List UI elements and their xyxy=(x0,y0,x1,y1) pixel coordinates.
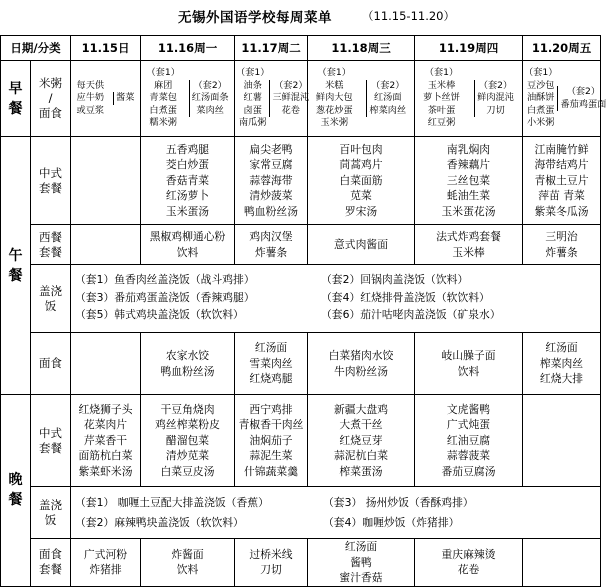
dish-cell xyxy=(523,333,601,395)
dish-item: 豆沙包 xyxy=(526,79,555,91)
dish-item: 青菜包 xyxy=(149,92,177,104)
dish-item: 江南腌竹鲜 xyxy=(534,142,589,156)
dish-item: 红汤面 xyxy=(545,341,578,355)
dish-item: 香辣藕片 xyxy=(446,158,491,172)
breakfast-set xyxy=(474,80,514,118)
rice-combo-row xyxy=(75,289,596,307)
dish-item: 清炒苋菜 xyxy=(165,449,210,463)
rice-combo-row xyxy=(75,306,596,324)
dish-item: 饮料 xyxy=(176,563,199,577)
dish-cell xyxy=(235,225,308,265)
category-label-line: 面食 xyxy=(39,356,62,370)
dish-item: （套2） xyxy=(274,79,308,91)
lunch-rice-row xyxy=(1,265,601,333)
dish-item: 炸酱面 xyxy=(171,547,204,561)
dish-cell xyxy=(523,137,601,225)
dish-item: 茼蒿鸡片 xyxy=(339,158,383,172)
dish-item: 什锦蔬菜羹 xyxy=(244,464,298,478)
rice-combo-list xyxy=(71,265,601,333)
dish-item: 菜肉丝 xyxy=(196,104,224,116)
breakfast-set-group xyxy=(524,67,606,130)
dish-item: 榨菜蛋汤 xyxy=(339,464,383,478)
menu-table xyxy=(0,35,606,587)
dish-item: 重庆麻辣烫 xyxy=(441,547,496,561)
dinner-rice-row xyxy=(1,487,601,539)
dish-cell xyxy=(141,225,235,265)
dish-item: 蒜蓉海带 xyxy=(249,173,293,187)
dish-item: 小米粥 xyxy=(526,117,555,129)
dish-item: 麻团 xyxy=(153,79,173,91)
header-day-1: 11.15日 xyxy=(71,36,141,61)
dish-item: 炸薯条 xyxy=(254,245,288,259)
category-label-line: 面食 xyxy=(39,547,62,562)
meal-label-dinner xyxy=(1,395,31,587)
rice-combo: （套3）番茄鸡蛋盖浇饭（香辣鸡腿） xyxy=(75,290,255,304)
dish-item: 红汤面 xyxy=(373,92,402,104)
dish-item: 蚝油生菜 xyxy=(446,189,491,203)
dish-item: 玉米蛋汤 xyxy=(165,204,210,218)
lunch-western-row xyxy=(1,225,601,265)
category-label-line: 中式 xyxy=(39,165,62,180)
dish-item: 番茄豆腐汤 xyxy=(441,464,496,478)
dish-item: 干豆角烧肉 xyxy=(160,402,215,416)
dish-item: 鲜肉大包 xyxy=(315,92,353,104)
dish-cell xyxy=(308,137,415,225)
dish-item: 红薯 xyxy=(243,92,262,104)
dish-item: 卤蛋 xyxy=(243,104,262,116)
dish-item: 红烧豆芽 xyxy=(339,433,383,447)
header-row xyxy=(1,36,601,61)
dish-item: 应牛奶 xyxy=(76,92,105,104)
dish-item: 酱鸭 xyxy=(350,555,372,569)
dish-cell xyxy=(523,225,601,265)
breakfast-set xyxy=(113,92,134,105)
dish-item: 鸡肉汉堡 xyxy=(249,230,293,243)
category-label-line: 米粥 xyxy=(39,76,62,90)
breakfast-set-group xyxy=(236,67,310,130)
dish-item: （套1） xyxy=(236,67,270,79)
breakfast-set xyxy=(189,80,229,118)
dish-item: 红豆粥 xyxy=(427,117,456,129)
header-day-6: 11.20周五 xyxy=(523,36,601,61)
dish-item: 刀切 xyxy=(486,104,505,116)
rice-combo: （套3） 扬州炒饭（香酥鸡排） xyxy=(323,496,474,509)
meal-label-char: 晚 xyxy=(8,472,23,489)
meal-label-char: 午 xyxy=(8,247,23,264)
rice-combo: （套4）红烧排骨盖浇饭（软饮料） xyxy=(321,290,490,304)
dish-item: 红烧鸡腿 xyxy=(249,372,293,386)
meal-label-char: 早 xyxy=(8,80,23,97)
breakfast-set xyxy=(77,80,105,118)
dish-item: 农家水饺 xyxy=(165,349,210,362)
dish-item: 新疆大盘鸡 xyxy=(334,402,388,416)
dish-item: 油酥饼 xyxy=(526,92,555,104)
dish-cell xyxy=(141,395,235,487)
dish-cell xyxy=(71,539,141,587)
rice-combo-row xyxy=(75,493,596,513)
dish-item: 蒜泥生菜 xyxy=(249,449,293,463)
lunch-chinese-row xyxy=(1,137,601,225)
dish-item: 牛肉粉丝汤 xyxy=(334,364,388,378)
dish-item: 香菇青菜 xyxy=(165,173,210,187)
dish-item: 白菜面筋 xyxy=(339,173,383,187)
dish-item: 南瓜粥 xyxy=(238,117,267,129)
dish-item: 海带结鸡片 xyxy=(534,158,589,172)
breakfast-set xyxy=(236,67,269,130)
dish-item: 雪菜肉丝 xyxy=(249,356,293,370)
dish-cell xyxy=(235,539,308,587)
breakfast-cell xyxy=(523,61,606,137)
dish-item: 岐山臊子面 xyxy=(441,349,496,362)
dish-item: 白菜猪肉水饺 xyxy=(328,349,394,362)
dish-item: 南乳焖肉 xyxy=(446,142,491,156)
category-label-line: 饭 xyxy=(44,298,57,313)
dish-item: 花卷 xyxy=(281,104,300,116)
dish-item: 面筋杭白菜 xyxy=(78,449,133,463)
breakfast-set xyxy=(524,67,557,130)
category-label-line: 盖浇 xyxy=(39,497,62,512)
header-day-3: 11.17周二 xyxy=(235,36,308,61)
dish-item: 饮料 xyxy=(457,364,480,378)
dish-item: 油焖茄子 xyxy=(249,433,293,447)
dish-item: 米糕 xyxy=(325,79,344,91)
dish-item: 葱花炒蛋 xyxy=(315,104,353,116)
breakfast-set-group xyxy=(72,80,139,118)
meal-label-breakfast xyxy=(1,61,31,137)
dish-item: （套2） xyxy=(478,79,513,91)
meal-label-char: 餐 xyxy=(8,267,23,284)
dish-item: 广式炖蛋 xyxy=(446,418,491,432)
dish-cell xyxy=(415,225,523,265)
breakfast-set-group xyxy=(309,67,413,130)
breakfast-set-group xyxy=(416,67,521,130)
dish-cell xyxy=(415,395,523,487)
dish-item: 意式肉酱面 xyxy=(334,237,388,251)
dish-cell xyxy=(235,333,308,395)
dish-cell xyxy=(308,395,415,487)
dish-item: 五香鸡腿 xyxy=(165,142,210,156)
date-range: （11.15-11.20） xyxy=(362,9,455,23)
dinner-chinese-row xyxy=(1,395,601,487)
category-label-line: 套餐 xyxy=(39,440,62,455)
breakfast-set xyxy=(423,67,460,130)
dish-item: 蜜汁香菇 xyxy=(339,571,383,584)
breakfast-row xyxy=(1,61,601,137)
breakfast-cell xyxy=(71,61,141,137)
dish-item: 青椒土豆片 xyxy=(534,173,589,187)
dish-item: 玉米蛋花汤 xyxy=(441,204,496,218)
dish-item: 白煮蛋 xyxy=(149,104,177,116)
dish-cell xyxy=(523,539,601,587)
dish-item: 炸薯条 xyxy=(545,245,578,259)
rice-combo-list xyxy=(71,487,601,539)
dish-item: 萍苗 青菜 xyxy=(538,189,585,203)
dish-item: 刀切 xyxy=(260,563,282,577)
dish-item: 玉米棒 xyxy=(427,79,456,91)
breakfast-set xyxy=(269,80,309,118)
rice-combo: （套2）麻辣鸭块盖浇饭（软饮料） xyxy=(75,515,244,529)
category-label xyxy=(31,225,71,265)
dish-item: 西宁鸡排 xyxy=(249,402,293,416)
dish-cell xyxy=(523,395,601,487)
breakfast-set-group xyxy=(142,67,233,130)
rice-combo: （套5）韩式鸡块盖浇饭（软饮料） xyxy=(75,308,244,321)
dish-cell xyxy=(235,137,308,225)
dish-cell xyxy=(415,137,523,225)
dish-cell xyxy=(235,395,308,487)
category-label xyxy=(31,487,71,539)
dish-item: 茶叶蛋 xyxy=(427,104,456,116)
category-label xyxy=(31,395,71,487)
dish-item: 文虎酱鸭 xyxy=(446,402,491,416)
dish-item: 醋溜包菜 xyxy=(165,433,210,447)
breakfast-cell xyxy=(415,61,523,137)
dish-item: 红汤面 xyxy=(344,540,378,553)
dish-item: （套1） xyxy=(146,67,180,79)
dish-item: 鲜肉混沌 xyxy=(477,92,514,104)
dish-item: 红汤萝卜 xyxy=(165,189,210,203)
dish-item: 苋菜 xyxy=(350,189,372,203)
dish-item: 萝卜丝饼 xyxy=(423,92,460,104)
lunch-noodle-row xyxy=(1,333,601,395)
dish-cell xyxy=(71,137,141,225)
dish-item: 扁尖老鸭 xyxy=(249,142,293,156)
dish-cell xyxy=(415,333,523,395)
dish-item: （套2） xyxy=(371,79,405,91)
category-label xyxy=(31,137,71,225)
dish-item: 玉米粥 xyxy=(320,117,349,129)
dish-item: 炸猪排 xyxy=(89,563,122,577)
category-label-line: 套餐 xyxy=(39,180,62,195)
category-label xyxy=(31,333,71,395)
header-day-5: 11.19周四 xyxy=(415,36,523,61)
breakfast-set xyxy=(146,67,179,130)
dish-item: 糯米粥 xyxy=(149,117,177,129)
category-label xyxy=(31,539,71,587)
dish-item: 广式河粉 xyxy=(83,547,128,561)
breakfast-set xyxy=(366,80,406,118)
dish-item: 茭白炒蛋 xyxy=(165,158,210,172)
dish-item: 白菜豆皮汤 xyxy=(160,464,215,478)
rice-combo-row xyxy=(75,513,596,533)
dish-item: 榨菜肉丝 xyxy=(539,356,584,370)
dish-item: 过桥米线 xyxy=(249,547,293,561)
dish-item: 玉米棒 xyxy=(452,245,485,259)
header-day-4: 11.18周三 xyxy=(308,36,415,61)
category-label-line: 套餐 xyxy=(39,244,62,259)
dish-item: 芹菜香干 xyxy=(83,433,128,447)
category-label-line: 套餐 xyxy=(39,562,62,577)
dish-cell xyxy=(71,333,141,395)
meal-label-char: 餐 xyxy=(8,492,23,509)
dish-item: 每天供 xyxy=(76,79,105,91)
dish-item: （套1） xyxy=(524,67,558,79)
category-label-line: 饭 xyxy=(44,512,57,527)
category-label-line: 面食 xyxy=(39,106,62,120)
dish-item: 三丝包菜 xyxy=(446,173,491,187)
category-label-line: 盖浇 xyxy=(39,283,62,298)
rice-combo: （套2）回锅肉盖浇饭（饮料） xyxy=(321,273,469,286)
dish-item: 三鲜混沌 xyxy=(272,92,310,104)
rice-combo: （套1）鱼香肉丝盖浇饭（战斗鸡排） xyxy=(75,273,255,286)
dish-item: 三明治 xyxy=(545,230,578,243)
dish-item: （套1） xyxy=(424,67,459,79)
dish-item: 红烧大排 xyxy=(539,372,584,386)
dish-cell xyxy=(71,395,141,487)
meal-label-char: 餐 xyxy=(8,100,23,117)
dish-item: 家常豆腐 xyxy=(249,158,293,172)
dish-cell xyxy=(141,333,235,395)
dish-item: 红汤面 xyxy=(254,341,288,355)
dish-cell xyxy=(308,333,415,395)
dish-cell xyxy=(141,539,235,587)
dish-cell xyxy=(71,225,141,265)
dish-item: 清炒菠菜 xyxy=(249,189,293,203)
dish-item: 法式炸鸡套餐 xyxy=(436,230,501,243)
dish-item: 大煮干丝 xyxy=(339,418,383,432)
dish-item: 花卷 xyxy=(457,563,480,577)
dish-item: 番茄鸡蛋面 xyxy=(560,98,606,110)
dish-item: 罗宋汤 xyxy=(344,204,378,218)
rice-combo-row xyxy=(75,271,596,289)
rice-combo: （套1） 咖喱土豆配大排盖浇饭（香蕉） xyxy=(75,496,269,509)
breakfast-set xyxy=(316,67,353,130)
header-day-2: 11.16周一 xyxy=(141,36,235,61)
dish-item: 百叶包肉 xyxy=(339,142,383,156)
dish-cell xyxy=(308,539,415,587)
dish-item: 紫菜冬瓜汤 xyxy=(534,204,589,218)
dish-item: 鸡丝榨菜粉皮 xyxy=(155,418,220,432)
dish-item: 蒜蓉菠菜 xyxy=(446,449,491,463)
dish-item: 红烧狮子头 xyxy=(78,402,133,416)
dish-item: 花菜肉片 xyxy=(83,418,128,432)
dish-item: 鸭血粉丝汤 xyxy=(160,364,215,378)
dish-item: 酱菜 xyxy=(116,92,135,104)
breakfast-set xyxy=(557,86,606,111)
dish-item: 蒜泥杭白菜 xyxy=(334,449,388,463)
dish-cell xyxy=(415,539,523,587)
rice-combo: （套4）咖喱炒饭（炸猪排） xyxy=(323,515,460,529)
rice-combo: （套6）茄汁咕咾肉盖浇饭（矿泉水） xyxy=(321,308,501,321)
dish-item: 油条 xyxy=(243,79,262,91)
menu-title: 无锡外国语学校每周菜单 xyxy=(178,10,332,26)
dish-item: 白煮蛋 xyxy=(526,104,555,116)
breakfast-cell xyxy=(141,61,235,137)
dish-item: 红汤面条 xyxy=(191,92,229,104)
header-category: 日期/分类 xyxy=(1,36,71,61)
category-label-line: / xyxy=(48,91,53,105)
category-label-line: 西餐 xyxy=(39,229,62,244)
dish-cell xyxy=(141,137,235,225)
dish-item: （套2） xyxy=(566,86,601,97)
dish-item: 榨菜肉丝 xyxy=(369,104,407,116)
breakfast-cell xyxy=(235,61,308,137)
meal-label-lunch xyxy=(1,137,31,395)
category-label xyxy=(31,61,71,137)
category-label-line: 中式 xyxy=(39,425,62,440)
dish-cell xyxy=(308,225,415,265)
category-label xyxy=(31,265,71,333)
dish-item: 或豆浆 xyxy=(76,104,105,116)
dish-item: 黑椒鸡柳通心粉 xyxy=(149,230,226,243)
dish-item: 鸭血粉丝汤 xyxy=(244,204,298,218)
dish-item: 饮料 xyxy=(176,245,199,259)
dish-item: （套1） xyxy=(317,67,351,79)
dish-item: （套2） xyxy=(193,79,227,91)
dish-item: 青椒香干肉丝 xyxy=(238,418,304,432)
breakfast-cell xyxy=(308,61,415,137)
dish-item: 红油豆腐 xyxy=(446,433,491,447)
dinner-noodle-row xyxy=(1,539,601,587)
dish-item: 紫菜虾米汤 xyxy=(78,464,133,478)
